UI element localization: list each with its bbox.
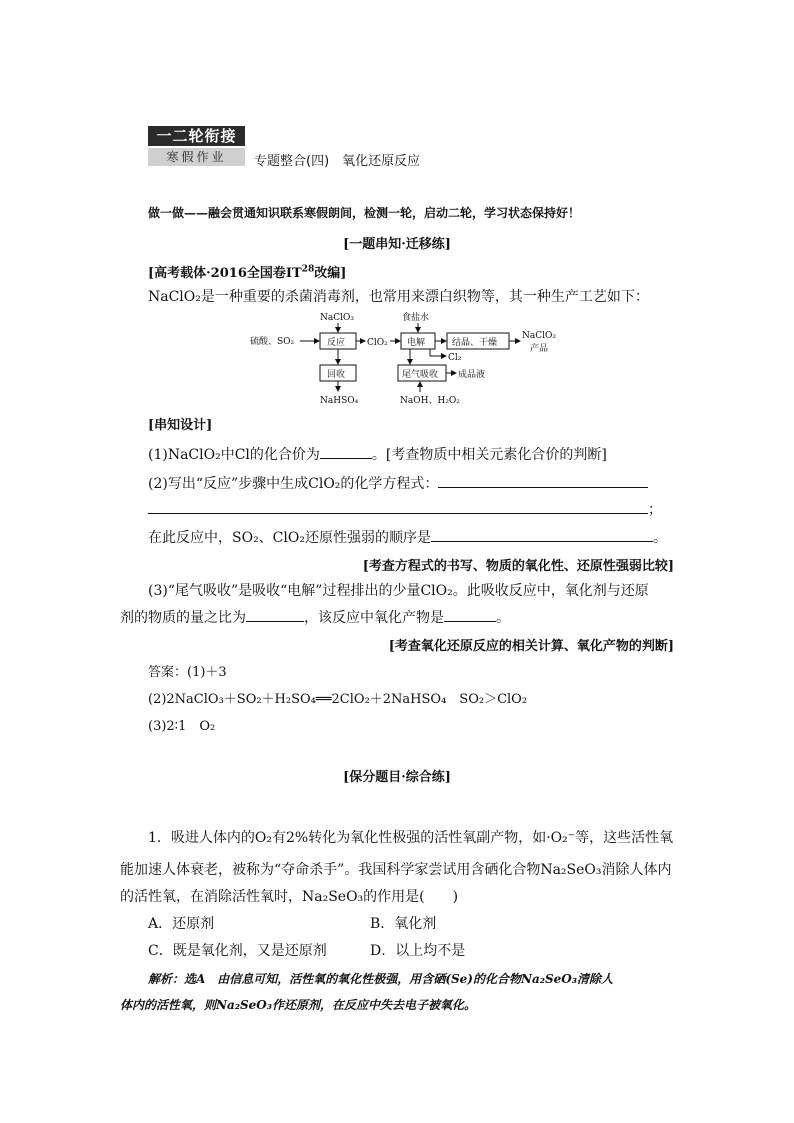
- q2-text: (2)写出“反应”步骤中生成ClO₂的化学方程式：: [148, 476, 439, 492]
- answer-2: (2)2NaClO₃＋SO₂＋H₂SO₄══2ClO₂＋2NaHSO₄ SO₂＞ClO₂: [148, 692, 528, 707]
- option-a[interactable]: A．还原剂: [148, 916, 215, 932]
- series-subbadge: 寒假作业: [148, 148, 245, 166]
- q1-tail: 。[考查物质中相关元素化合价的判断]: [371, 447, 607, 463]
- flow-recover: 回收: [327, 370, 346, 380]
- q2b-blank[interactable]: [431, 527, 653, 542]
- answer-1: 答案：(1)＋3: [148, 665, 227, 680]
- question-2b: [148, 527, 667, 547]
- q3-text-a: 剂的物质的量之比为: [120, 610, 246, 626]
- process-flow-diagram: [250, 306, 580, 410]
- flow-tail: 尾气吸收: [402, 370, 439, 380]
- flow-nahso4: NaHSO₄: [320, 396, 359, 406]
- page-title: 专题整合(四) 氧化还原反应: [254, 154, 421, 169]
- problem-1-line3: 的活性氧，在消除活性氧时，Na₂SeO₃的作用是( ): [120, 889, 459, 905]
- q2b-end: 。: [652, 530, 667, 546]
- explanation-line1: 解析：选A 由信息可知，活性氧的氧化性极强，用含硒(Se)的化合物Na₂SeO₃清除人: [148, 972, 613, 986]
- intro-text: 做一做——融会贯通知识联系寒假朗间，检测一轮，启动二轮，学习状态保持好！: [148, 206, 581, 220]
- flow-clo2: ClO₂: [367, 338, 388, 348]
- flow-crystal: 结晶、干燥: [452, 338, 498, 348]
- q3-text-c: 。: [496, 610, 510, 626]
- flow-salt-water: 食盐水: [402, 313, 430, 323]
- section-title-1: [一题串知·迁移练]: [343, 237, 451, 252]
- q1-text: (1)NaClO₂中Cl的化合价为: [148, 447, 320, 463]
- section-title-2: [保分题目·综合练]: [343, 770, 451, 785]
- option-c[interactable]: C．既是氧化剂，又是还原剂: [148, 943, 327, 959]
- problem-1-line1: 1．吸进人体内的O₂有2%转化为氧化性极强的活性氧副产物，如·O₂⁻等，这些活性氧: [148, 830, 674, 846]
- problem-1-line2: 能加速人体衰老，被称为“夺命杀手”。我国科学家尝试用含硒化合物Na₂SeO₃消除人体内: [120, 862, 672, 878]
- source-text: [高考载体·2016全国卷ⅠT: [148, 266, 302, 281]
- flow-reaction: 反应: [327, 338, 346, 348]
- problem-intro: NaClO₂是一种重要的杀菌消毒剂，也常用来漂白织物等，其一种生产工艺如下：: [148, 289, 649, 305]
- source-sup: 28: [301, 263, 315, 275]
- question-1: [148, 444, 607, 464]
- source-note: [148, 262, 346, 281]
- q3-blank-2[interactable]: [444, 607, 496, 622]
- q2-end: ；: [648, 502, 662, 518]
- flow-product: 产品: [530, 344, 549, 354]
- flow-product-formula: NaClO₂: [522, 331, 556, 341]
- series-badge: 一二轮衔接: [148, 126, 245, 146]
- q2-blank[interactable]: [438, 473, 648, 488]
- q2-note: [考查方程式的书写、物质的氧化性、还原性强弱比较]: [362, 559, 674, 574]
- question-3-line1: (3)“尾气吸收”是吸收“电解”过程排出的少量ClO₂。此吸收反应中，氧化剂与还原: [148, 583, 649, 599]
- q3-note: [考查氧化还原反应的相关计算、氧化产物的判断]: [388, 639, 674, 654]
- option-d[interactable]: D．以上均不是: [370, 943, 466, 959]
- answer-3: (3)2∶1 O₂: [148, 719, 216, 734]
- explanation-line2: 体内的活性氧，则Na₂SeO₃作还原剂，在反应中失去电子被氧化。: [120, 998, 477, 1012]
- option-b[interactable]: B．氧化剂: [370, 916, 437, 932]
- q2b-text: 在此反应中，SO₂、ClO₂还原性强弱的顺序是: [148, 530, 431, 546]
- q3-text-b: ，该反应中氧化产物是: [304, 610, 444, 626]
- flow-naclo3: NaClO₃: [320, 313, 354, 323]
- q2-blank-2[interactable]: [148, 499, 648, 514]
- design-title: [串知设计]: [148, 418, 213, 433]
- flow-finished-liquid: 成品液: [458, 370, 486, 380]
- question-3-line2: [120, 607, 510, 627]
- flow-input: 硫酸、SO₂: [250, 337, 295, 347]
- flow-electrolysis: 电解: [407, 338, 426, 348]
- source-end: 改编]: [314, 266, 347, 281]
- q3-blank-1[interactable]: [246, 607, 304, 622]
- flow-cl2: Cl₂: [448, 353, 462, 363]
- question-2-line2: [148, 499, 662, 519]
- q1-blank[interactable]: [320, 444, 372, 459]
- flow-naoh: NaOH、H₂O₂: [400, 396, 460, 406]
- question-2: [148, 473, 648, 493]
